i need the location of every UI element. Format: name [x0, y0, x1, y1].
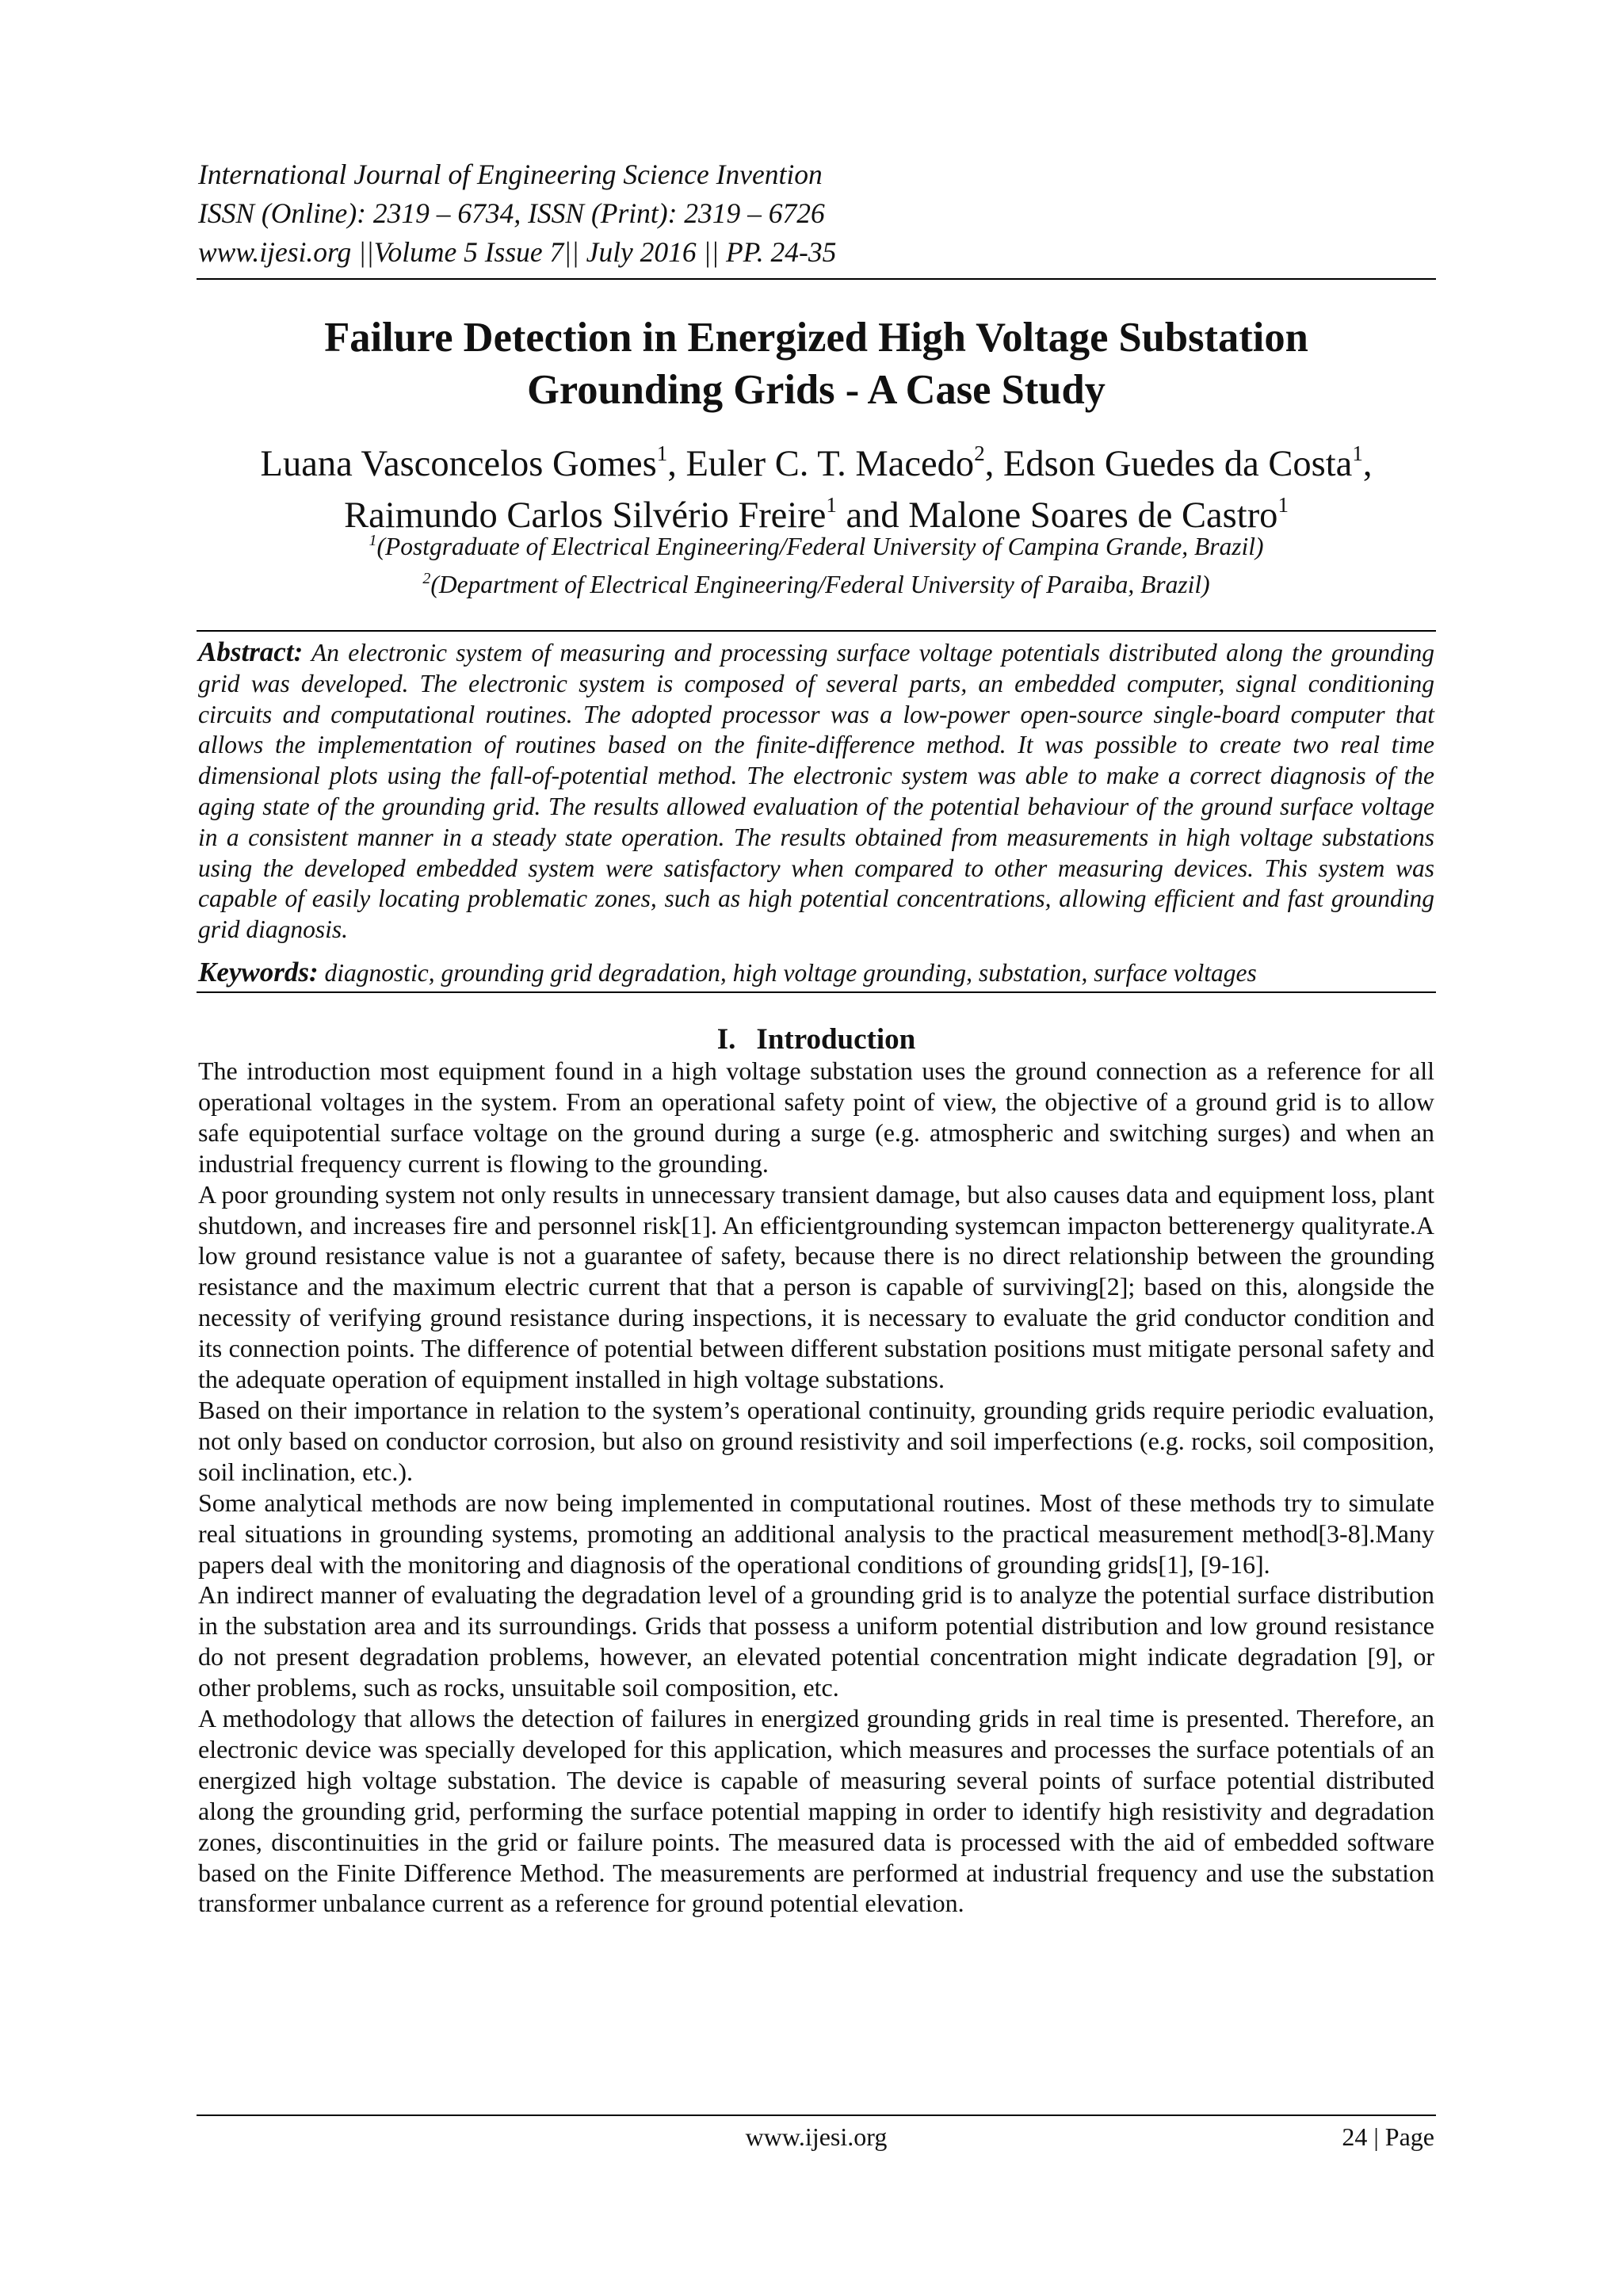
- paragraph: The introduction most equipment found in a high voltage substation uses the ground connection as a reference for all operational voltages in the system. From an operational safety point of view, the objective of a ground grid is to allow safe equipotential surface voltage on the ground during a surge (e.g. atmospheric and switching surges) and when an industrial frequency current is flowing to the grounding.: [198, 1056, 1434, 1178]
- footer-page-number: 24 | Page: [1342, 2122, 1434, 2151]
- footer-site: www.ijesi.org: [745, 2122, 888, 2151]
- author-name: Malone Soares de Castro: [908, 495, 1278, 536]
- section-number: I.: [716, 1023, 736, 1056]
- affiliation-text: (Postgraduate of Electrical Engineering/Federal University of Campina Grande, Brazil): [376, 533, 1264, 560]
- author-separator: ,: [984, 444, 1003, 484]
- affiliation-2: [197, 567, 1436, 606]
- affiliation-1: [197, 529, 1436, 567]
- author-name: Edson Guedes da Costa: [1002, 444, 1353, 484]
- affiliation-list: [197, 529, 1436, 606]
- journal-issn: ISSN (Online): 2319 – 6734, ISSN (Print): 2319 – 6726: [198, 197, 825, 229]
- abstract-top-divider: [197, 630, 1436, 632]
- paper-title-line-1: Failure Detection in Energized High Voltage Substation: [324, 315, 1308, 361]
- paper-title-line-2: Grounding Grids - A Case Study: [527, 367, 1106, 413]
- journal-header: [198, 155, 1434, 272]
- section-heading: [197, 1021, 1436, 1059]
- author-list: [197, 441, 1436, 544]
- paragraph: A poor grounding system not only results in unnecessary transient damage, but also causes data and equipment loss, plant shutdown, and increases fire and personnel risk[1]. An efficientgrounding systemcan impacton betterenergy qualityrate.A low ground resistance value is not a guarantee of safety, because there is no direct relationship between the grounding resistance and the maximum electric current that that a person is capable of surviving[2]; based on this, alongside the necessity of verifying ground resistance during inspections, it is necessary to evaluate the grid conductor condition and its connection points. The difference of potential between different substation positions must mitigate personal safety and the adequate operation of equipment installed in high voltage substations.: [198, 1179, 1434, 1394]
- abstract: [198, 637, 1434, 946]
- author-line-1: [197, 441, 1436, 492]
- abstract-bottom-divider: [197, 991, 1436, 993]
- abstract-text: An electronic system of measuring and processing surface voltage potentials distributed along the grounding grid was developed. The electronic system is composed of several parts, an embedded computer, signal conditioning circuits and computational routines. The adopted processor was a low-power open-source single-board computer that allows the implementation of routines based on the finite-difference method. It was possible to create two real time dimensional plots using the fall-of-potential method. The electronic system was able to make a correct diagnosis of the aging state of the grounding grid. The results allowed evaluation of the potential behaviour of the ground surface voltage in a consistent manner in a steady state operation. The results obtained from measurements in high voltage substations using the developed embedded system were satisfactory when compared to other measuring devices. This system was capable of easily locating problematic zones, such as high potential concentrations, allowing efficient and fast grounding grid diagnosis.: [198, 639, 1434, 944]
- author-affiliation-mark: 1: [1352, 441, 1363, 465]
- introduction-body: [198, 1056, 1434, 1919]
- journal-name: International Journal of Engineering Science Invention: [198, 159, 823, 190]
- affiliation-mark: 1: [369, 532, 377, 549]
- author-separator: ,: [1362, 444, 1373, 484]
- affiliation-mark: 2: [422, 570, 431, 587]
- paper-title: [197, 311, 1436, 416]
- author-affiliation-mark: 1: [1277, 493, 1289, 517]
- author-affiliation-mark: 1: [656, 441, 668, 465]
- author-affiliation-mark: 2: [974, 441, 985, 465]
- author-name: Raimundo Carlos Silvério Freire: [344, 495, 827, 536]
- journal-issue: www.ijesi.org ||Volume 5 Issue 7|| July 2016 || PP. 24-35: [198, 236, 837, 268]
- header-divider: [197, 278, 1436, 280]
- footer-divider: [197, 2115, 1436, 2116]
- section-title: Introduction: [756, 1023, 916, 1056]
- author-name: Euler C. T. Macedo: [685, 444, 975, 484]
- paragraph: Some analytical methods are now being implemented in computational routines. Most of these methods try to simulate real situations in grounding systems, promoting an additional analysis to the practical measurement method[3-8].Many papers deal with the monitoring and diagnosis of the operational conditions of grounding grids[1], [9-16].: [198, 1488, 1434, 1579]
- author-separator: and: [836, 495, 909, 536]
- paragraph: Based on their importance in relation to the system’s operational continuity, grounding grids require periodic evaluation, not only based on conductor corrosion, but also on ground resistivity and soil imperfections (e.g. rocks, soil composition, soil inclination, etc.).: [198, 1395, 1434, 1486]
- keywords-text: diagnostic, grounding grid degradation, high voltage grounding, substation, surface voltages: [324, 959, 1257, 987]
- author-affiliation-mark: 1: [826, 493, 837, 517]
- abstract-label: Abstract:: [198, 636, 304, 667]
- affiliation-text: (Department of Electrical Engineering/Federal University of Paraiba, Brazil): [430, 571, 1210, 598]
- paragraph: An indirect manner of evaluating the degradation level of a grounding grid is to analyze the potential surface distribution in the substation area and its surroundings. Grids that possess a uniform potential distribution and low ground resistance do not present degradation problems, however, an elevated potential concentration might indicate degradation [9], or other problems, such as rocks, unsuitable soil composition, etc.: [198, 1580, 1434, 1702]
- keywords-label: Keywords:: [198, 957, 319, 988]
- author-name: Luana Vasconcelos Gomes: [260, 444, 657, 484]
- keywords: [198, 955, 1434, 991]
- author-separator: ,: [667, 444, 686, 484]
- paragraph: A methodology that allows the detection of failures in energized grounding grids in real time is presented. Therefore, an electronic device was specially developed for this application, which measures and processes the surface potentials of an energized high voltage substation. The device is capable of measuring several points of surface potential distributed along the grounding grid, performing the surface potential mapping in order to identify high resistivity and degradation zones, discontinuities in the grid or failure points. The measured data is processed with the aid of embedded software based on the Finite Difference Method. The measurements are performed at industrial frequency and use the substation transformer unbalance current as a reference for ground potential elevation.: [198, 1704, 1434, 1918]
